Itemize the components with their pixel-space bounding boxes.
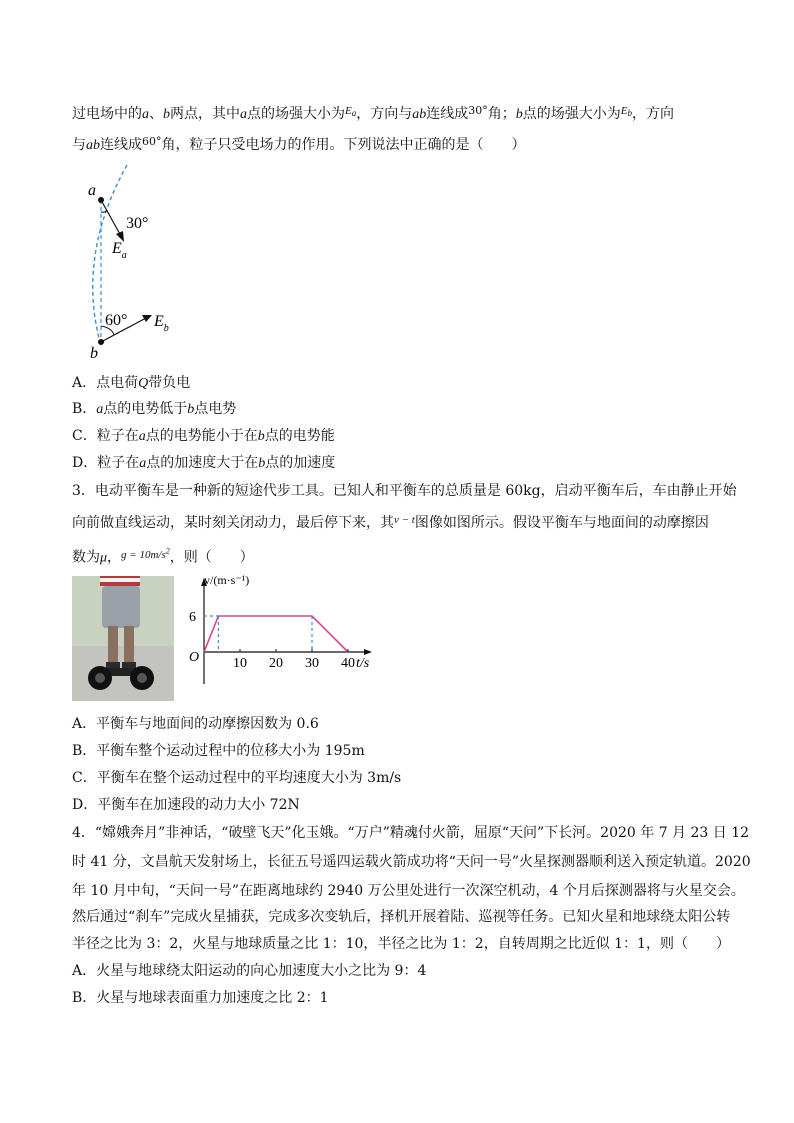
g-symbol: g = 10m/s2 [121,546,170,561]
text: 连线成 [100,137,142,153]
var-b: b [163,107,170,122]
text: ，方向 [631,106,674,122]
text: 过电场中的 [72,106,142,122]
y-axis-label: v/(m·s⁻¹) [204,573,250,587]
q4-option-b[interactable]: B．火星与地球表面重力加速度之比 2：1 [72,990,329,1006]
scooter-illustration [72,576,174,701]
text: 角； [487,106,516,122]
text: 、 [149,106,163,122]
label-60: 60° [105,312,128,329]
vt-symbol: v − t [394,514,415,526]
label-30: 30° [126,215,149,232]
angle-60: 60° [142,135,162,148]
text: ，方向与 [356,106,413,122]
x-axis-arrow [364,649,372,655]
y-tick-label: 6 [189,610,196,625]
q4-stem-line-5: 半径之比为 3：2，火星与地球质量之比 1：10，半径之比为 1：2，自转周期之比近似 1：1，则（ ） [72,936,730,952]
text: 与 [72,137,86,153]
vt-marks [189,610,355,671]
q4-stem-line-4: 然后通过“刹车”完成火星捕获，完成多次变轨后，择机开展着陆、巡视等任务。已知火星和地球绕太阳公转 [72,909,731,925]
text: 点的场强大小为 [247,106,345,122]
var-a: a [240,107,247,122]
q4-option-a[interactable]: A．火星与地球绕太阳运动的向心加速度大小之比为 9：4 [72,963,427,979]
x-tick-label: 30 [305,656,319,671]
var-a: a [142,107,149,122]
q4-stem-line-1: 4．“嫦娥奔月”非神话，“破壁飞天”化玉娥。“万户”精魂付火箭，屈原“天问”下长河。2020 年 7 月 23 日 12 [72,825,750,841]
q2-stem-line-2 [72,131,732,157]
x-tick-label: 40 [341,656,355,671]
label-a: a [88,182,96,199]
label-ea: $E_a$ [112,240,127,261]
text: 两点，其中 [170,106,240,122]
q2-option-c[interactable]: C．粒子在a点的电势能小于在b点的电势能 [72,428,335,444]
vt-series-line [204,616,348,652]
x-tick-label: 20 [269,656,283,671]
q2-option-d[interactable]: D．粒子在a点的加速度大于在b点的加速度 [72,455,336,471]
q2-option-a[interactable]: A．点电荷Q带负电 [72,375,191,391]
x-axis-label: t/s [356,656,370,671]
eb-symbol: Eb [620,105,632,118]
ea-symbol: Ea [345,105,357,118]
q4-stem-line-2: 时 41 分，文昌航天发射场上，长征五号遥四运载火箭成功将“天问一号”火星探测器顺利送入预定轨道。2020 [72,854,751,870]
label-b: b [90,345,98,362]
q3-option-a[interactable]: A．平衡车与地面间的动摩擦因数为 0.6 [72,716,319,732]
var-ab: ab [86,138,100,153]
angle-30: 30° [468,104,488,117]
origin-label: O [189,650,200,665]
q3-option-c[interactable]: C．平衡车在整个运动过程中的平均速度大小为 3m/s [72,770,402,786]
text: 连线成 [426,106,469,122]
x-tick-label: 10 [233,656,247,671]
q4-stem-line-3: 年 10 月中旬，“天问一号”在距离地球约 2940 万公里处进行一次深空机动，4 个月后探测器将与火星交会。 [72,883,745,899]
mu-symbol: μ [100,550,108,566]
eb-arrowhead [142,315,152,322]
field-diagram [72,160,212,365]
q2-option-b[interactable]: B．a点的电势低于b点电势 [72,401,237,417]
var-b: b [515,107,523,122]
q2-stem-line-1 [72,100,732,126]
q3-stem-line-1: 3．电动平衡车是一种新的短途代步工具。已知人和平衡车的总质量是 60kg，启动平衡车后，车由静止开始 [72,483,737,499]
q3-stem-line-2: 向前做直线运动，某时刻关闭动力，最后停下来，其$^{v - t}$图像如图所示。假设平衡车与地面间的动摩擦因 [72,514,709,531]
vt-chart [186,572,386,702]
text: 角，粒子只受电场力的作用。下列说法中正确的是（ ） [161,137,526,153]
text: 点的场强大小为 [522,106,621,122]
q3-option-d[interactable]: D．平衡车在加速段的动力大小 72N [72,797,300,813]
q3-option-b[interactable]: B．平衡车整个运动过程中的位移大小为 195m [72,743,365,759]
q3-stem-line-3: 数为μ，$^{g = 10m/s^2}$，则（ ） [72,546,254,566]
label-eb: $E_b$ [154,313,169,334]
balance-scooter-photo [72,576,174,701]
var-ab: ab [412,107,427,122]
